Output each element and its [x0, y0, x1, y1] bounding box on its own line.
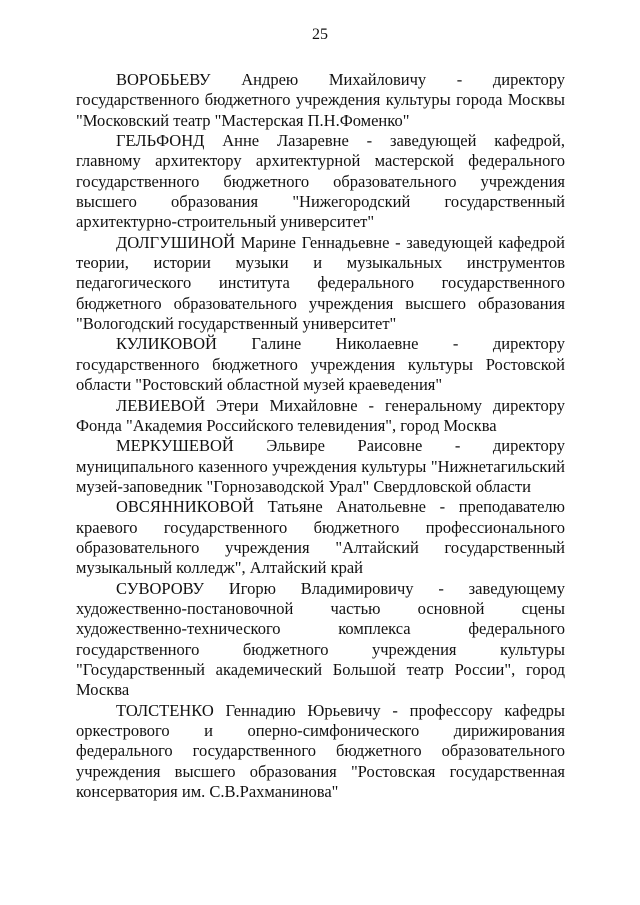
list-item	[76, 436, 565, 497]
page-number: 25	[312, 26, 328, 43]
entry-surname: ЛЕВИЕВОЙ	[116, 395, 206, 415]
entry-surname: КУЛИКОВОЙ	[116, 334, 217, 354]
entry-text: Этери Михайловне - генеральному директору Фонда "Академия Российского телевидения", город Москва	[76, 395, 565, 435]
entry-text: Анне Лазаревне - заведующей кафедрой, главному архитектору архитектурной мастерской федерального государственного бюджетного образовательного учреждения высшего образования "Нижегородский государственный архитектурно-строительный университет"	[76, 131, 565, 232]
entry-surname: ТОЛСТЕНКО	[116, 700, 214, 720]
list-item	[76, 70, 565, 131]
entry-text: Татьяне Анатольевне - преподавателю краевого государственного бюджетного профессионального образовательного учреждения "Алтайский государственный музыкальный колледж", Алтайский край	[76, 497, 565, 578]
list-item	[76, 131, 565, 233]
entry-text: Геннадию Юрьевичу - профессору кафедры оркестрового и оперно-симфонического дирижирования федерального государственного бюджетного образовательного учреждения высшего образования "Ростовская государственная консерватория им. С.В.Рахманинова"	[76, 700, 565, 802]
entry-surname: ВОРОБЬЕВУ	[116, 70, 211, 89]
entry-surname: ДОЛГУШИНОЙ	[116, 232, 236, 252]
entry-surname: ГЕЛЬФОНД	[116, 131, 205, 151]
entry-surname: МЕРКУШЕВОЙ	[116, 436, 234, 456]
list-item	[76, 396, 565, 437]
list-item	[76, 701, 565, 803]
entry-text: Андрею Михайловичу - директору государственного бюджетного учреждения культуры города Москвы "Московский театр "Мастерская П.Н.Фоменко"	[76, 70, 565, 130]
list-item	[76, 233, 565, 335]
entry-surname: ОВСЯННИКОВОЙ	[116, 497, 255, 517]
entry-text: Галине Николаевне - директору государственного бюджетного учреждения культуры Ростовской области "Ростовский областной музей краеведения"	[76, 334, 565, 395]
entry-text: Марине Геннадьевне - заведующей кафедрой теории, истории музыки и музыкальных инструментов педагогического института федерального государственного бюджетного образовательного учреждения высшего образования "Вологодский государственный университет"	[76, 232, 565, 334]
award-list	[76, 70, 565, 802]
entry-text: Игорю Владимировичу - заведующему художественно-постановочной частью основной сцены художественно-технического комплекса федерального государственного бюджетного учреждения культуры "Государственный академический Большой театр России", город Москва	[76, 578, 565, 700]
entry-surname: СУВОРОВУ	[116, 578, 205, 598]
list-item	[76, 579, 565, 701]
entry-text: Эльвире Раисовне - директору муниципального казенного учреждения культуры "Нижнетагильский музей-заповедник "Горнозаводской Урал" Свердловской области	[76, 436, 565, 496]
list-item	[76, 334, 565, 395]
list-item	[76, 497, 565, 578]
